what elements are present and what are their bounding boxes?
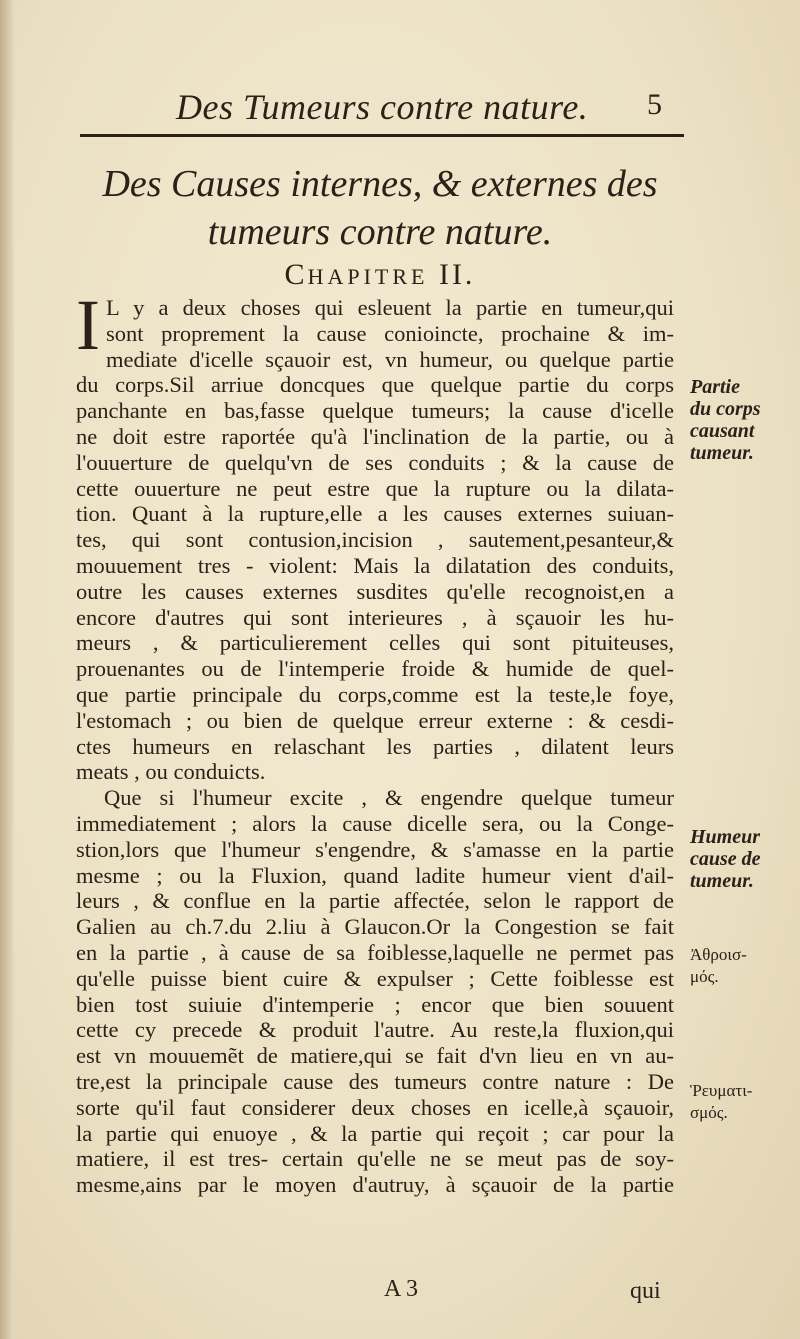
margin-note-line: μός. [690, 967, 719, 986]
text-line: leurs , & conflue en la partie affectée, selon le rapport de [76, 888, 674, 914]
margin-note-line: causant [690, 420, 755, 442]
text-line: stion,lors que l'humeur s'engendre, & s'amasse en la partie [76, 836, 674, 862]
margin-note-line: cause de [690, 848, 761, 870]
text-line: la partie qui enuoye , & la partie qui reçoit ; car pour la [76, 1120, 674, 1146]
text-line: immediatement ; alors la cause dicelle sera, ou la Conge- [76, 810, 674, 836]
chapter-label-rest: HAPITRE [307, 264, 429, 289]
text-line: outre les causes externes susdites qu'elle recognoist,en a [76, 578, 674, 604]
margin-note-humeur [690, 826, 761, 892]
margin-note-line: Ἀθροισ- [690, 945, 747, 964]
chapter-title [100, 160, 660, 256]
text-line: Galien au ch.7.du 2.liu à Glaucon.Or la Congestion se fait [76, 914, 674, 940]
text-line: meurs , & particulierement celles qui sont pituiteuses, [76, 630, 674, 656]
text-line: tes, qui sont contusion,incision , sautement,pesanteur,& [76, 527, 674, 553]
chapter-title-line-1: Des Causes internes, & externes des [102, 163, 658, 205]
margin-note-line: Humeur [690, 826, 761, 848]
text-line: mesme,ains par le moyen d'autruy, à sçauoir de la partie [76, 1172, 674, 1198]
text-line: panchante en bas,fasse quelque tumeurs; la cause d'icelle [76, 398, 674, 424]
text-line: est vn mouuemẽt de matiere,qui se fait d'vn lieu en vn au- [76, 1043, 674, 1069]
text-line: mediate d'icelle sçauoir est, vn humeur, ou quelque partie [105, 346, 674, 372]
drop-cap: I [76, 285, 100, 365]
margin-note-line: tumeur. [690, 870, 754, 892]
text-line: bien tost suiuie d'intemperie ; encor que bien souuent [76, 991, 674, 1017]
chapter-number: II. [438, 258, 476, 291]
header-rule [80, 134, 684, 137]
catchword: qui [630, 1278, 661, 1304]
text-line: prouenantes ou de l'intemperie froide & humide de quel- [76, 656, 674, 682]
running-header [80, 86, 680, 136]
chapter-title-line-2: tumeurs contre nature. [207, 211, 553, 253]
text-line: matiere, il est tres- certain qu'elle ne se meut pas de soy- [76, 1146, 674, 1172]
text-line: qu'elle puisse bient cuire & expulser ; Cette foiblesse est [76, 965, 674, 991]
margin-note-line: Partie [690, 376, 740, 398]
text-line: mesme ; ou la Fluxion, quand ladite humeur vient d'ail- [76, 862, 674, 888]
text-line: cette ouuerture ne peut estre que la rupture ou la dilata- [76, 475, 674, 501]
margin-note-line: Ῥευματι- [690, 1081, 753, 1100]
running-title: Des Tumeurs contre nature. [176, 87, 589, 127]
margin-note-line: du corps [690, 398, 761, 420]
text-line: L y a deux choses qui esleuent la partie en tumeur,qui [105, 295, 674, 320]
margin-note-line: σμός. [690, 1103, 728, 1122]
margin-note-partie [690, 376, 761, 464]
text-line: sont proprement la cause conioincte, prochaine & im- [105, 320, 674, 346]
signature-mark: A 3 [384, 1276, 419, 1302]
text-line: ctes humeurs en relaschant les parties , dilatent leurs [76, 733, 674, 759]
page-binding-edge [0, 0, 14, 1339]
text-line: Que si l'humeur excite , & engendre quelque tumeur [104, 785, 674, 811]
text-line: cette cy precede & produit l'autre. Au reste,la fluxion,qui [76, 1017, 674, 1043]
chapter-label [100, 258, 660, 292]
page-number: 5 [647, 88, 662, 121]
text-line: tion. Quant à la rupture,elle a les causes externes suiuan- [76, 501, 674, 527]
text-line: encore d'autres qui sont interieures , à sçauoir les hu- [76, 604, 674, 630]
text-line: tre,est la principale cause des tumeurs contre nature : De [76, 1068, 674, 1094]
margin-note-greek-1 [690, 944, 747, 988]
margin-note-greek-2 [690, 1080, 752, 1124]
text-line: ne doit estre raportée qu'à l'inclination de la partie, ou à [76, 423, 674, 449]
chapter-label-cap: C [284, 258, 308, 291]
text-line: sorte qu'il faut considerer deux choses en icelle,à sçauoir, [76, 1094, 674, 1120]
text-line: meats , ou conduicts. [76, 759, 266, 785]
margin-note-line: tumeur. [690, 442, 754, 464]
text-line: l'estomach ; ou bien de quelque erreur externe : & cesdi- [76, 707, 674, 733]
text-line: du corps.Sil arriue doncques que quelque partie du corps [76, 372, 674, 398]
text-line: en la partie , à cause de sa foiblesse,laquelle ne permet pas [76, 939, 674, 965]
text-line: l'ouuerture de quelqu'vn de ses conduits ; & la cause de [76, 449, 674, 475]
text-line: que partie principale du corps,comme est la teste,le foye, [76, 681, 674, 707]
body-text [76, 285, 674, 1198]
text-line: mouuement tres - violent: Mais la dilatation des conduits, [76, 552, 674, 578]
